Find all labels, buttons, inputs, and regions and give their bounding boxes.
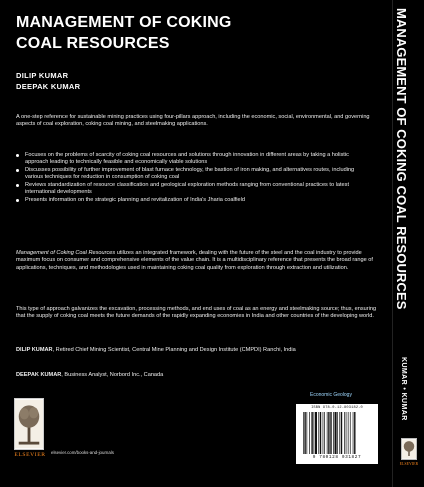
isbn-text: ISBN 978-0-12-803182-0 — [311, 406, 363, 410]
isbn-barcode — [296, 404, 378, 464]
barcode-bar — [333, 412, 334, 454]
bio-name: DILIP KUMAR — [16, 347, 53, 353]
barcode-bar — [348, 412, 349, 454]
book-title — [16, 12, 316, 54]
author-2: DEEPAK KUMAR — [16, 82, 81, 91]
publisher-name: ELSEVIER — [14, 452, 46, 458]
title-line-1: MANAGEMENT OF COKING — [16, 14, 232, 31]
category-label: Economic Geology — [310, 392, 352, 398]
feature-item: Focuses on the problems of scarcity of coking coal resources and solutions through innovation in different areas by taking a holistic approach leading to technically feasible and economically viable solutions — [16, 152, 356, 166]
barcode-bar — [330, 412, 331, 454]
author-bio-2 — [16, 372, 382, 379]
tree-icon — [15, 399, 43, 449]
bio-text: , Retired Chief Mining Scientist, Central Mine Planning and Design Institute (CMPDI) Ranchi, India — [52, 347, 296, 353]
barcode-bar — [353, 412, 354, 454]
author-1: DILIP KUMAR — [16, 71, 69, 80]
barcode-bar — [303, 412, 304, 454]
spine-title: MANAGEMENT OF COKING COAL RESOURCES — [394, 8, 409, 310]
barcode-bar — [304, 412, 305, 454]
barcode-bar — [320, 412, 321, 454]
publisher-url: elsevier.com/books-and-journals — [51, 450, 114, 455]
barcode-bar — [318, 412, 319, 454]
title-line-2: COAL RESOURCES — [16, 35, 170, 52]
feature-item: Reviews standardization of resource classification and geological exploration methods ranging from conventional practices to latest international developments — [16, 182, 356, 196]
spine-publisher-name: ELSEVIER — [399, 462, 419, 466]
barcode-icon — [302, 412, 372, 454]
barcode-bar — [327, 412, 328, 454]
feature-item: Presents information on the strategic planning and revitalization of India's Jharia coalfield — [16, 197, 356, 204]
tree-icon — [402, 439, 416, 459]
spine-authors: KUMAR • KUMAR — [400, 357, 407, 421]
barcode-bar — [344, 412, 345, 454]
barcode-bar — [315, 412, 317, 454]
intro-paragraph: A one-step reference for sustainable mining practices using four-pillars approach, including the economic, social, environmental, and governing aspects of coal exploration, coking coal mining, and steelmaking applications. — [16, 114, 370, 128]
barcode-bar — [307, 412, 308, 454]
author-bio-1 — [16, 347, 382, 354]
description-paragraph-2: This type of approach galvanizes the excavation, processing methods, and end uses of coal as an energy and steelmaking source; thus, ensuring that the supply of coking coal meets the future demands of the rapidly expanding economies in India and other countries of the developing world. — [16, 306, 377, 320]
book-title-italic: Management of Coking Coal Resources — [16, 250, 116, 256]
description-text: utilizes an integrated framework, dealing with the future of the steel and the coal industry to provide maximum focus on consumer and comprehensive elements of the value chain. It is a multidisciplinary reference that presents the broad range of applications, techniques, and methodologies used in maintaining coking coal quality from exploration through extraction and utilization. — [16, 250, 373, 271]
barcode-bar — [339, 412, 340, 454]
feature-item: Discusses possibility of further improvement of blast furnace technology, the bastion of iron making, and alternatives routes, including various techniques for reduction in consumption of coking coal — [16, 167, 356, 181]
spine-publisher-logo — [401, 438, 417, 460]
barcode-bar — [335, 412, 337, 454]
barcode-bar — [309, 412, 310, 454]
description-paragraph-1 — [16, 250, 382, 272]
isbn-number: 9 780128 031827 — [312, 455, 362, 460]
barcode-bar — [346, 412, 347, 454]
barcode-bar — [328, 412, 329, 454]
barcode-bar — [314, 412, 315, 454]
bio-name: DEEPAK KUMAR — [16, 372, 62, 378]
barcode-bar — [311, 412, 312, 454]
barcode-bar — [323, 412, 324, 454]
barcode-bar — [337, 412, 338, 454]
elsevier-tree-logo — [14, 398, 44, 450]
barcode-bar — [350, 412, 351, 454]
barcode-bar — [324, 412, 325, 454]
barcode-bar — [354, 412, 355, 454]
bio-text: , Business Analyst, Norbord Inc., Canada — [61, 372, 164, 378]
barcode-bar — [341, 412, 342, 454]
feature-list — [16, 152, 356, 204]
